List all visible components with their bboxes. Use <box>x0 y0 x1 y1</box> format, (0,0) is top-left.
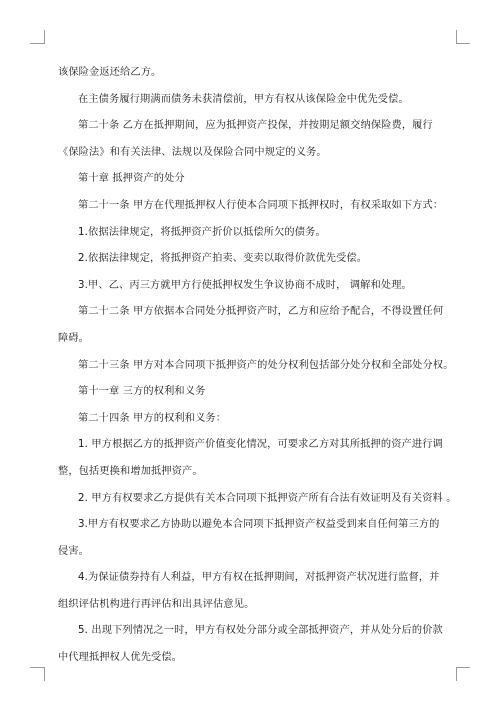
list-item: 2.依据法律规定，将抵押资产拍卖、变卖以取得价款优先受偿。 <box>78 253 368 265</box>
list-item: 1.依据法律规定，将抵押资产折价以抵偿所欠的债务。 <box>78 226 326 238</box>
paragraph-line: 中代理抵押权人优先受偿。 <box>58 652 183 664</box>
list-item: 3.甲方有权要求乙方协助以避免本合同项下抵押资产权益受到来自任何第三方的 <box>78 519 440 531</box>
list-item: 1. 甲方根据乙方的抵押资产价值变化情况，可要求乙方对其所抵押的资产进行调 <box>78 439 443 451</box>
article-22-heading: 第二十二条 甲方依据本合同处分抵押资产时，乙方和应给予配合，不得设置任何 <box>78 306 444 318</box>
article-23-heading: 第二十三条 甲方对本合同项下抵押资产的处分权利包括部分处分权和全部处分权。 <box>78 359 454 371</box>
crop-mark-bottom-left-h <box>30 667 44 668</box>
crop-mark-top-right-h <box>456 43 470 44</box>
article-24-heading: 第二十四条 甲方的权利和义务： <box>78 412 227 424</box>
crop-mark-bottom-right-v <box>456 667 457 681</box>
paragraph-line: 侵害。 <box>58 545 90 557</box>
list-item: 3.甲、乙、丙三方就甲方行使抵押权发生争议协商不成时， 调解和处理。 <box>78 279 412 291</box>
paragraph-line: 整，包括更换和增加抵押资产。 <box>58 465 203 477</box>
paragraph-line: 组织评估机构进行再评估和出具评估意见。 <box>58 598 255 610</box>
crop-mark-top-left-v <box>44 30 45 44</box>
crop-mark-top-right-v <box>456 30 457 44</box>
crop-mark-top-left-h <box>30 43 44 44</box>
chapter-11-heading: 第十一章 三方的权利和义务 <box>78 386 206 398</box>
paragraph-line: 在主债务履行期满而债务未获清偿前，甲方有权从该保险金中优先受偿。 <box>78 93 409 105</box>
list-item: 2. 甲方有权要求乙方提供有关本合同项下抵押资产所有合法有效证明及有关资料 。 <box>78 492 457 504</box>
crop-mark-bottom-left-v <box>44 667 45 681</box>
article-21-heading: 第二十一条 甲方在代理抵押权人行使本合同项下抵押权时，有权采取如下方式： <box>78 199 444 211</box>
list-item: 5. 出现下列情况之一时，甲方有权处分部分或全部抵押资产，并从处分后的价款 <box>78 625 443 637</box>
paragraph-line: 《保险法》和有关法律、法规以及保险合同中规定的义务。 <box>58 146 327 158</box>
list-item: 4.为保证债券持有人利益，甲方有权在抵押期间，对抵押资产状况进行监督，并 <box>78 572 440 584</box>
article-20-heading: 第二十条 乙方在抵押期间，应为抵押资产投保，并按期足额交纳保险费，履行 <box>78 120 433 132</box>
paragraph-line: 障碍。 <box>58 332 90 344</box>
document-body <box>58 60 457 672</box>
crop-mark-bottom-right-h <box>456 667 470 668</box>
paragraph-line: 该保险金返还给乙方。 <box>58 67 162 78</box>
chapter-10-heading: 第十章 抵押资产的处分 <box>78 173 185 185</box>
